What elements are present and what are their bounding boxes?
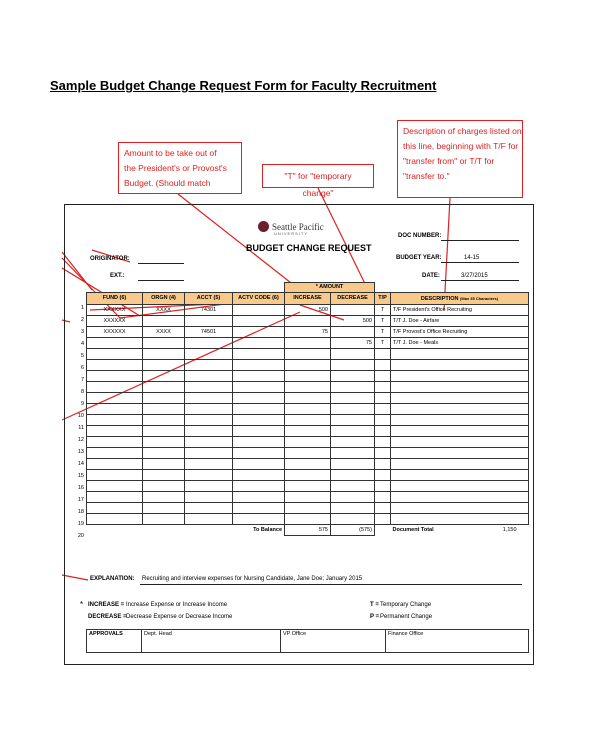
dept-head-signature[interactable]: Dept. Head xyxy=(142,630,281,653)
cell-desc[interactable] xyxy=(391,448,529,459)
cell-fund[interactable]: XXXXXX xyxy=(87,305,143,316)
row-number: 18 xyxy=(77,509,84,515)
row-number: 8 xyxy=(80,389,84,395)
cell-acct[interactable] xyxy=(185,492,233,503)
table-row xyxy=(87,503,529,514)
cell-orgn[interactable] xyxy=(143,415,185,426)
approvals-label: APPROVALS xyxy=(87,630,142,653)
cell-desc[interactable] xyxy=(391,360,529,371)
cell-desc[interactable] xyxy=(391,492,529,503)
cell-tp[interactable] xyxy=(375,514,391,525)
cell-fund[interactable] xyxy=(87,382,143,393)
cell-tp[interactable]: T xyxy=(375,316,391,327)
cell-dec[interactable] xyxy=(331,492,375,503)
legend-increase: INCREASE = xyxy=(88,602,125,608)
cell-inc[interactable] xyxy=(285,481,331,492)
cell-orgn[interactable] xyxy=(143,316,185,327)
row-number: 11 xyxy=(78,425,84,431)
cell-acct[interactable]: 74501 xyxy=(185,327,233,338)
total-increase: 575 xyxy=(285,525,331,536)
temporary-change-callout: "T" for "temporary change" xyxy=(262,164,374,188)
cell-inc[interactable] xyxy=(285,426,331,437)
table-row xyxy=(87,305,529,316)
cell-desc[interactable] xyxy=(391,404,529,415)
cell-inc[interactable] xyxy=(285,371,331,382)
cell-acct[interactable] xyxy=(185,360,233,371)
row-number: 6 xyxy=(80,365,84,371)
cell-desc[interactable] xyxy=(391,503,529,514)
cell-actv[interactable] xyxy=(233,426,285,437)
cell-orgn[interactable] xyxy=(143,393,185,404)
cell-desc[interactable] xyxy=(391,470,529,481)
logo-mark-icon xyxy=(258,221,269,232)
cell-actv[interactable] xyxy=(233,371,285,382)
cell-inc[interactable] xyxy=(285,437,331,448)
row-number: 5 xyxy=(80,353,84,359)
cell-desc[interactable] xyxy=(391,459,529,470)
to-balance-label: To Balance xyxy=(253,526,282,533)
cell-actv[interactable] xyxy=(233,437,285,448)
cell-fund[interactable] xyxy=(87,470,143,481)
cell-actv[interactable] xyxy=(233,349,285,360)
cell-inc[interactable] xyxy=(285,415,331,426)
cell-fund[interactable] xyxy=(87,426,143,437)
cell-actv[interactable] xyxy=(233,448,285,459)
cell-fund[interactable] xyxy=(87,393,143,404)
cell-acct[interactable] xyxy=(185,338,233,349)
cell-dec[interactable]: 75 xyxy=(331,338,375,349)
cell-inc[interactable] xyxy=(285,316,331,327)
cell-actv[interactable] xyxy=(233,327,285,338)
cell-dec[interactable] xyxy=(331,481,375,492)
cell-dec[interactable] xyxy=(331,470,375,481)
cell-actv[interactable] xyxy=(233,393,285,404)
cell-fund[interactable] xyxy=(87,459,143,470)
col-fund: FUND (6) xyxy=(87,293,143,305)
row-number: 20 xyxy=(77,533,84,539)
cell-acct[interactable] xyxy=(185,503,233,514)
legend-decrease-desc: Decrease Expense or Decrease Income xyxy=(126,614,233,620)
cell-desc[interactable]: T/F Provost's Office Recruiting xyxy=(391,327,529,338)
cell-inc[interactable]: 75 xyxy=(285,327,331,338)
cell-tp[interactable] xyxy=(375,360,391,371)
document-total: Document Total 1,150 xyxy=(392,526,517,533)
cell-desc[interactable] xyxy=(391,426,529,437)
date-value[interactable]: 3/27/2015 xyxy=(461,273,488,279)
cell-acct[interactable] xyxy=(185,514,233,525)
cell-orgn[interactable]: XXXX xyxy=(143,327,185,338)
cell-desc[interactable] xyxy=(391,393,529,404)
cell-dec[interactable] xyxy=(331,448,375,459)
col-decrease: DECREASE xyxy=(331,293,375,305)
description-callout: Description of charges listed on this line, beginning with T/F for "transfer from" or T/T for "transfer to." xyxy=(397,120,523,198)
doc-number-field[interactable] xyxy=(441,240,519,241)
originator-label: ORIGINATOR: xyxy=(90,256,130,262)
row-number: 16 xyxy=(77,485,84,491)
table-header-row xyxy=(87,293,529,305)
cell-tp[interactable]: T xyxy=(375,338,391,349)
cell-fund[interactable] xyxy=(87,503,143,514)
cell-desc[interactable] xyxy=(391,371,529,382)
cell-inc[interactable] xyxy=(285,492,331,503)
cell-tp[interactable] xyxy=(375,503,391,514)
row-number: 17 xyxy=(77,497,84,503)
cell-acct[interactable] xyxy=(185,349,233,360)
cell-acct[interactable] xyxy=(185,415,233,426)
col-tp: T/P xyxy=(375,293,391,305)
row-number: 2 xyxy=(80,317,84,323)
cell-orgn[interactable] xyxy=(143,349,185,360)
cell-desc[interactable] xyxy=(391,382,529,393)
cell-actv[interactable] xyxy=(233,382,285,393)
cell-tp[interactable] xyxy=(375,492,391,503)
legend-p-desc: Permanent Change xyxy=(380,614,433,620)
table-row xyxy=(87,481,529,492)
cell-orgn[interactable] xyxy=(143,503,185,514)
cell-desc[interactable] xyxy=(391,349,529,360)
row-number: 13 xyxy=(77,449,84,455)
cell-actv[interactable] xyxy=(233,338,285,349)
cell-inc[interactable] xyxy=(285,349,331,360)
cell-fund[interactable] xyxy=(87,514,143,525)
cell-inc[interactable] xyxy=(285,514,331,525)
col-description: DESCRIPTION (Max 35 Characters) xyxy=(391,293,529,305)
table-row xyxy=(87,470,529,481)
page-title: Sample Budget Change Request Form for Faculty Recruitment xyxy=(50,78,437,93)
cell-orgn[interactable] xyxy=(143,448,185,459)
cell-actv[interactable] xyxy=(233,305,285,316)
table-row xyxy=(87,459,529,470)
col-orgn: ORGN (4) xyxy=(143,293,185,305)
cell-tp[interactable] xyxy=(375,415,391,426)
cell-orgn[interactable] xyxy=(143,481,185,492)
cell-desc[interactable]: T/F President's Office Recruiting xyxy=(391,305,529,316)
cell-orgn[interactable] xyxy=(143,360,185,371)
table-row xyxy=(87,492,529,503)
cell-orgn[interactable] xyxy=(143,338,185,349)
cell-orgn[interactable] xyxy=(143,470,185,481)
cell-dec[interactable] xyxy=(331,503,375,514)
cell-tp[interactable] xyxy=(375,371,391,382)
explanation-label: EXPLANATION: xyxy=(90,576,135,582)
cell-dec[interactable] xyxy=(331,349,375,360)
cell-desc[interactable] xyxy=(391,415,529,426)
cell-inc[interactable] xyxy=(285,382,331,393)
vp-office-signature[interactable]: VP Office xyxy=(281,630,386,653)
cell-desc[interactable]: T/T J. Doe - Airfare xyxy=(391,316,529,327)
cell-actv[interactable] xyxy=(233,470,285,481)
approvals-table xyxy=(86,629,529,653)
cell-tp[interactable]: T xyxy=(375,305,391,316)
doc-number-label: DOC NUMBER: xyxy=(398,233,442,239)
cell-fund[interactable]: XXXXXX xyxy=(87,316,143,327)
cell-dec[interactable] xyxy=(331,382,375,393)
cell-acct[interactable] xyxy=(185,371,233,382)
cell-dec[interactable] xyxy=(331,393,375,404)
table-row xyxy=(87,415,529,426)
table-row xyxy=(87,426,529,437)
cell-actv[interactable] xyxy=(233,492,285,503)
cell-dec[interactable] xyxy=(331,360,375,371)
cell-dec[interactable] xyxy=(331,514,375,525)
cell-tp[interactable] xyxy=(375,470,391,481)
cell-inc[interactable] xyxy=(285,503,331,514)
cell-orgn[interactable] xyxy=(143,382,185,393)
finance-office-signature[interactable]: Finance Office xyxy=(386,630,529,653)
cell-dec[interactable]: 500 xyxy=(331,316,375,327)
row-number: 12 xyxy=(77,437,84,443)
cell-inc[interactable] xyxy=(285,393,331,404)
cell-orgn[interactable] xyxy=(143,459,185,470)
cell-orgn[interactable] xyxy=(143,437,185,448)
cell-orgn[interactable] xyxy=(143,404,185,415)
cell-dec[interactable] xyxy=(331,327,375,338)
cell-dec[interactable] xyxy=(331,371,375,382)
cell-actv[interactable] xyxy=(233,503,285,514)
table-row xyxy=(87,437,529,448)
university-logo: Seattle Pacific xyxy=(258,221,324,232)
cell-dec[interactable] xyxy=(331,459,375,470)
originator-field[interactable] xyxy=(138,263,184,264)
cell-acct[interactable] xyxy=(185,481,233,492)
cell-tp[interactable] xyxy=(375,437,391,448)
row-number: 3 xyxy=(80,329,84,335)
col-increase: INCREASE xyxy=(285,293,331,305)
ext-label: EXT.: xyxy=(110,273,125,279)
cell-tp[interactable]: T xyxy=(375,327,391,338)
cell-fund[interactable] xyxy=(87,448,143,459)
cell-inc[interactable] xyxy=(285,338,331,349)
cell-orgn[interactable]: XXXX xyxy=(143,305,185,316)
table-row xyxy=(87,448,529,459)
cell-inc[interactable]: 500 xyxy=(285,305,331,316)
cell-acct[interactable] xyxy=(185,437,233,448)
cell-actv[interactable] xyxy=(233,316,285,327)
cell-acct[interactable] xyxy=(185,404,233,415)
row-number: 15 xyxy=(77,473,84,479)
row-number: 19 xyxy=(77,521,84,527)
cell-acct[interactable] xyxy=(185,459,233,470)
legend-p: P = xyxy=(370,614,380,620)
legend-star: * xyxy=(80,600,84,609)
row-number: 4 xyxy=(80,341,84,347)
legend-t-desc: Temporary Change xyxy=(380,602,432,608)
cell-tp[interactable] xyxy=(375,426,391,437)
cell-fund[interactable] xyxy=(87,360,143,371)
cell-inc[interactable] xyxy=(285,470,331,481)
row-number: 7 xyxy=(80,377,84,383)
cell-fund[interactable]: XXXXXX xyxy=(87,327,143,338)
budget-year-label: BUDGET YEAR: xyxy=(396,255,442,261)
table-row xyxy=(87,316,529,327)
cell-acct[interactable]: 74301 xyxy=(185,305,233,316)
cell-orgn[interactable] xyxy=(143,514,185,525)
cell-dec[interactable] xyxy=(331,426,375,437)
cell-orgn[interactable] xyxy=(143,426,185,437)
cell-fund[interactable] xyxy=(87,481,143,492)
cell-desc[interactable] xyxy=(391,481,529,492)
cell-orgn[interactable] xyxy=(143,492,185,503)
cell-inc[interactable] xyxy=(285,360,331,371)
row-number: 10 xyxy=(77,413,84,419)
ext-field[interactable] xyxy=(138,280,184,281)
cell-inc[interactable] xyxy=(285,459,331,470)
president-budget-callout: Amount to be take out of the President's or Provost's Budget. (Should match xyxy=(118,142,242,194)
legend-increase-desc: Increase Expense or Increase Income xyxy=(126,602,228,608)
table-row xyxy=(87,393,529,404)
row-number: 9 xyxy=(80,401,84,407)
table-row xyxy=(87,382,529,393)
row-number: 1 xyxy=(80,305,84,311)
explanation-underline xyxy=(140,584,522,585)
budget-year-value[interactable]: 14-15 xyxy=(464,255,480,261)
cell-inc[interactable] xyxy=(285,404,331,415)
table-row xyxy=(87,371,529,382)
table-row xyxy=(87,349,529,360)
cell-fund[interactable] xyxy=(87,404,143,415)
table-row xyxy=(87,514,529,525)
row-number: 14 xyxy=(77,461,84,467)
table-row xyxy=(87,360,529,371)
cell-fund[interactable] xyxy=(87,371,143,382)
cell-tp[interactable] xyxy=(375,393,391,404)
cell-acct[interactable] xyxy=(185,393,233,404)
cell-dec[interactable] xyxy=(331,305,375,316)
cell-desc[interactable] xyxy=(391,437,529,448)
cell-dec[interactable] xyxy=(331,437,375,448)
cell-acct[interactable] xyxy=(185,470,233,481)
form-heading: BUDGET CHANGE REQUEST xyxy=(246,243,372,253)
cell-dec[interactable] xyxy=(331,415,375,426)
logo-subtitle: UNIVERSITY xyxy=(274,231,309,236)
cell-orgn[interactable] xyxy=(143,371,185,382)
cell-acct[interactable] xyxy=(185,448,233,459)
cell-actv[interactable] xyxy=(233,404,285,415)
cell-tp[interactable] xyxy=(375,459,391,470)
table-row xyxy=(87,327,529,338)
cell-acct[interactable] xyxy=(185,426,233,437)
table-row xyxy=(87,404,529,415)
cell-fund[interactable] xyxy=(87,349,143,360)
cell-tp[interactable] xyxy=(375,349,391,360)
legend-decrease: DECREASE = xyxy=(88,614,127,620)
date-underline xyxy=(441,280,519,281)
cell-fund[interactable] xyxy=(87,437,143,448)
cell-desc[interactable]: T/T J. Doe - Meals xyxy=(391,338,529,349)
legend-t: T = xyxy=(370,602,379,608)
table-row xyxy=(87,338,529,349)
cell-actv[interactable] xyxy=(233,360,285,371)
cell-fund[interactable] xyxy=(87,415,143,426)
cell-actv[interactable] xyxy=(233,415,285,426)
cell-dec[interactable] xyxy=(331,404,375,415)
cell-fund[interactable] xyxy=(87,492,143,503)
explanation-value[interactable]: Recruiting and interview expenses for Nursing Candidate, Jane Doe; January 2015 xyxy=(142,576,363,582)
col-actv: ACTV CODE (6) xyxy=(233,293,285,305)
cell-acct[interactable] xyxy=(185,382,233,393)
budget-lines-table xyxy=(86,282,529,536)
col-acct: ACCT (5) xyxy=(185,293,233,305)
cell-desc[interactable] xyxy=(391,514,529,525)
cell-inc[interactable] xyxy=(285,448,331,459)
budget-year-underline xyxy=(441,262,519,263)
cell-tp[interactable] xyxy=(375,382,391,393)
date-label: DATE: xyxy=(422,273,440,279)
cell-fund[interactable] xyxy=(87,338,143,349)
cell-actv[interactable] xyxy=(233,481,285,492)
cell-tp[interactable] xyxy=(375,404,391,415)
cell-tp[interactable] xyxy=(375,481,391,492)
cell-actv[interactable] xyxy=(233,459,285,470)
total-decrease: (575) xyxy=(331,525,375,536)
cell-tp[interactable] xyxy=(375,448,391,459)
cell-acct[interactable] xyxy=(185,316,233,327)
amount-header: * AMOUNT xyxy=(285,283,375,293)
cell-actv[interactable] xyxy=(233,514,285,525)
